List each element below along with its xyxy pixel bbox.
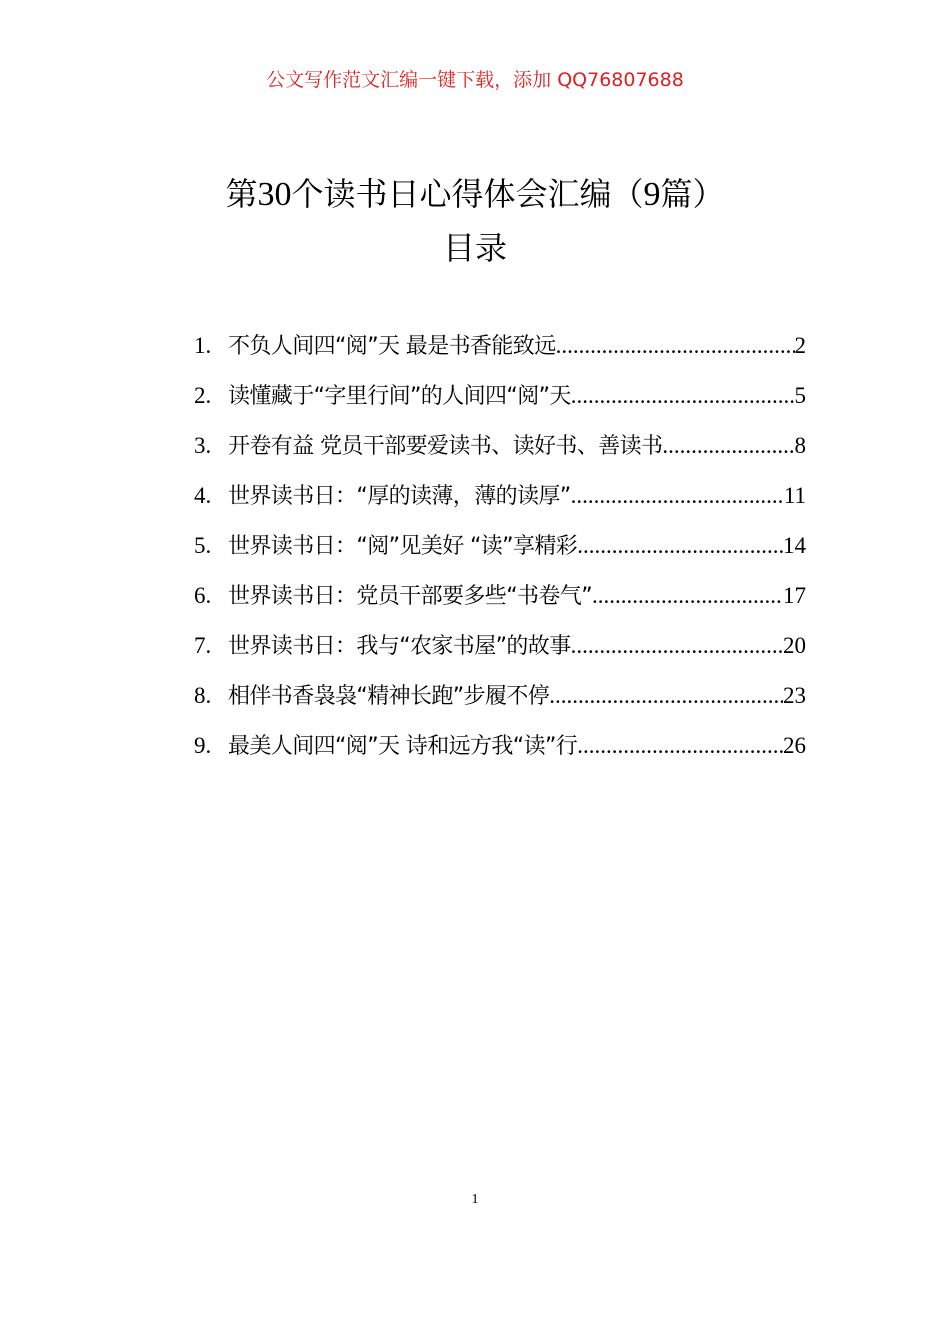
toc-item-number: 7. (194, 633, 212, 658)
toc-item-8[interactable] (194, 676, 806, 726)
toc-item-title: 开卷有益 党员干部要爱读书、读好书、善读书 (228, 434, 663, 459)
toc-item-page: 5 (794, 383, 806, 408)
toc-leader-dots (577, 726, 783, 766)
toc-item-number: 4. (194, 483, 212, 508)
toc-leader-dots (592, 576, 783, 616)
toc-item-page: 20 (783, 633, 806, 658)
toc-leader-dots (571, 626, 783, 666)
toc-item-4[interactable] (194, 476, 806, 526)
toc-item-1[interactable] (194, 326, 806, 376)
toc-item-number: 1. (194, 333, 212, 358)
download-note: 公文写作范文汇编一键下载，添加 QQ76807688 (266, 69, 684, 91)
toc-item-number: 5. (194, 533, 212, 558)
toc-leader-dots (577, 526, 783, 566)
toc-item-page: 14 (783, 533, 806, 558)
toc-item-7[interactable] (194, 626, 806, 676)
toc-leader-dots (556, 326, 795, 366)
toc-heading: 目录 (442, 229, 507, 267)
toc-item-title: 世界读书日：“阅”见美好 “读”享精彩 (228, 534, 578, 559)
table-of-contents (194, 326, 806, 776)
toc-item-number: 9. (194, 733, 212, 758)
toc-item-title: 不负人间四“阅”天 最是书香能致远 (228, 334, 556, 359)
toc-item-title: 世界读书日：我与“农家书屋”的故事 (228, 634, 571, 659)
toc-item-page: 17 (783, 583, 806, 608)
toc-item-title: 世界读书日：“厚的读薄，薄的读厚” (228, 484, 571, 509)
toc-item-page: 2 (794, 333, 806, 358)
title-prefix: 第 (225, 175, 258, 213)
title-end: 篇） (660, 175, 725, 213)
toc-item-page: 8 (794, 433, 806, 458)
toc-item-6[interactable] (194, 576, 806, 626)
page-number: 1 (471, 1192, 479, 1207)
toc-item-page: 23 (783, 683, 806, 708)
toc-leader-dots (571, 476, 784, 516)
toc-item-9[interactable] (194, 726, 806, 776)
toc-item-5[interactable] (194, 526, 806, 576)
toc-item-page: 26 (783, 733, 806, 758)
toc-item-number: 3. (194, 433, 212, 458)
toc-leader-dots (549, 676, 783, 716)
toc-item-page: 11 (783, 483, 806, 508)
toc-item-title: 世界读书日：党员干部要多些“书卷气” (228, 584, 592, 609)
toc-item-title: 最美人间四“阅”天 诗和远方我“读”行 (228, 734, 578, 759)
toc-item-number: 8. (194, 683, 212, 708)
title-number: 30 (257, 176, 292, 213)
toc-item-2[interactable] (194, 376, 806, 426)
toc-item-3[interactable] (194, 426, 806, 476)
title-suffix: 个读书日心得体会汇编（ (291, 175, 644, 213)
document-title (0, 172, 950, 217)
toc-leader-dots (571, 376, 795, 416)
title-count: 9 (643, 176, 661, 213)
toc-item-title: 读懂藏于“字里行间”的人间四“阅”天 (228, 384, 571, 409)
toc-item-number: 2. (194, 383, 212, 408)
toc-leader-dots (662, 426, 794, 466)
toc-item-title: 相伴书香袅袅“精神长跑”步履不停 (228, 684, 550, 709)
toc-item-number: 6. (194, 583, 212, 608)
